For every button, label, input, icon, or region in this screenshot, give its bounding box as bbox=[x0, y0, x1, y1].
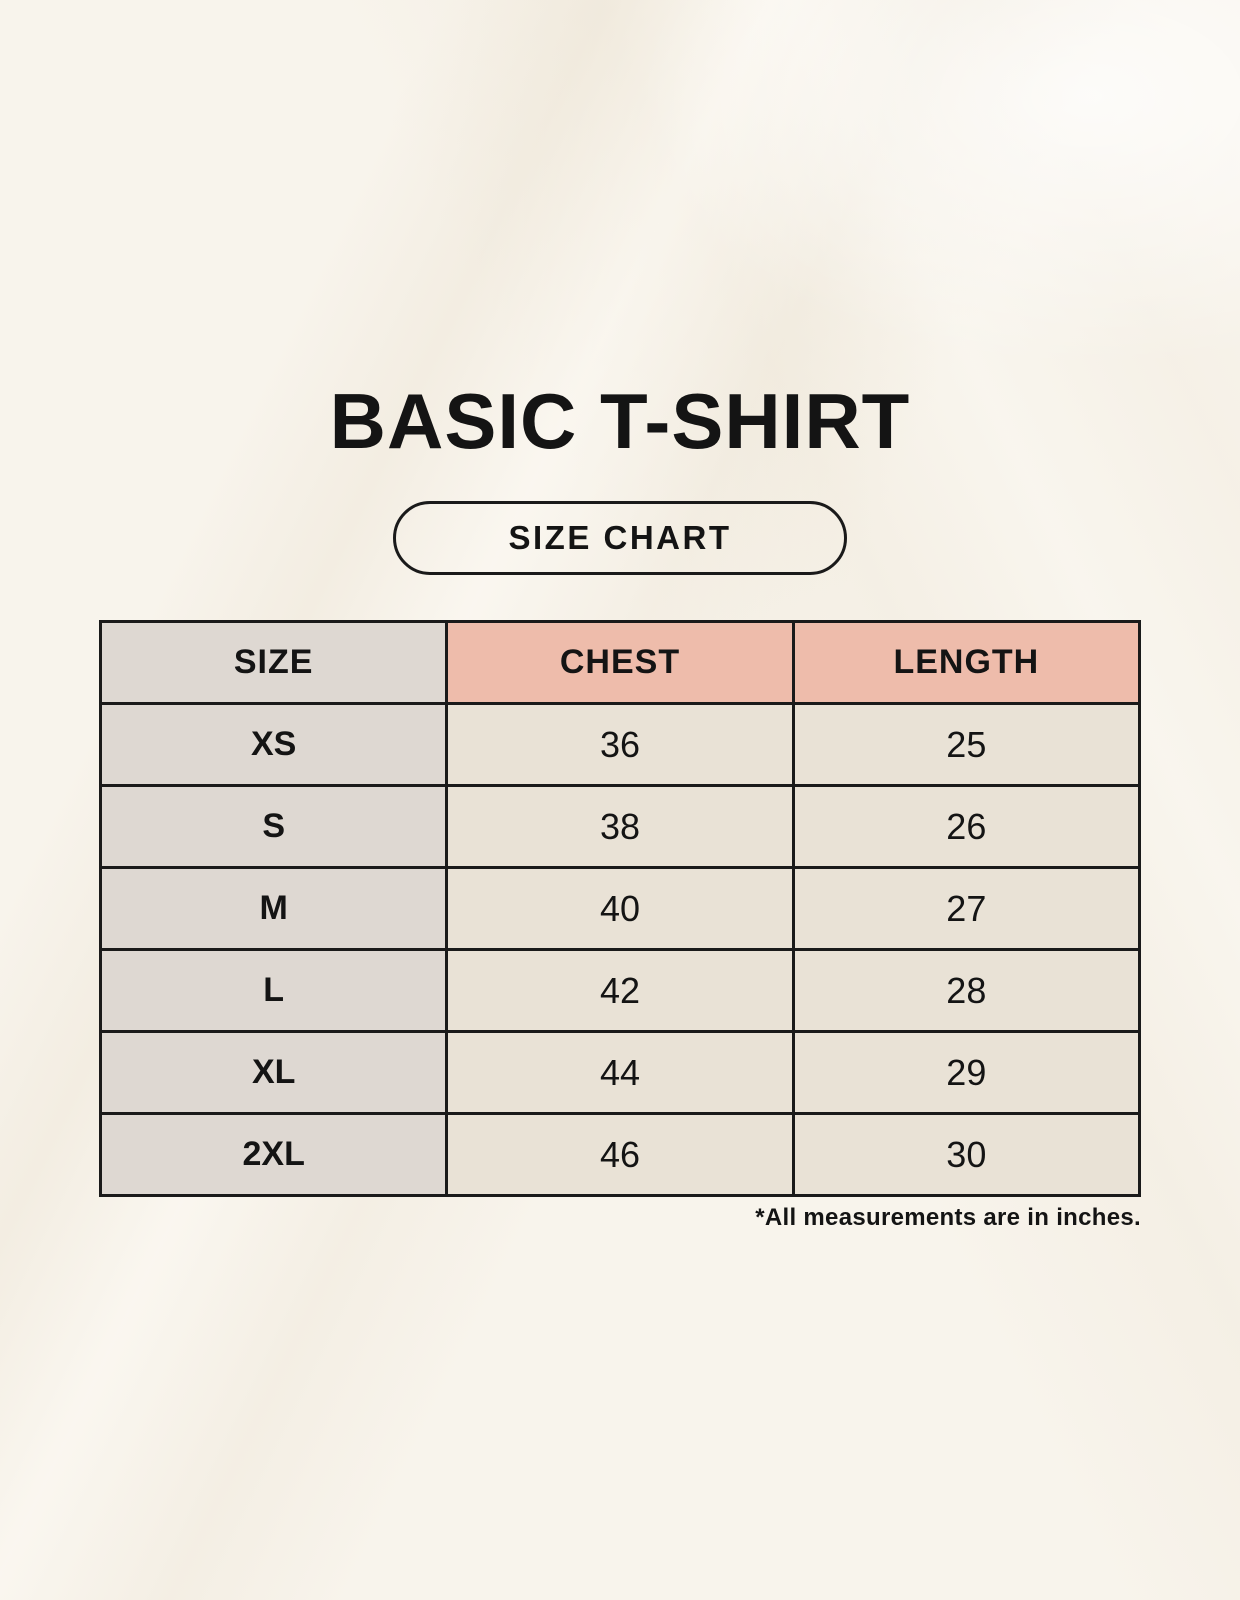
column-header-length: LENGTH bbox=[793, 622, 1139, 704]
chest-value: 42 bbox=[447, 950, 793, 1032]
size-label: L bbox=[101, 950, 447, 1032]
table-row bbox=[101, 950, 1140, 1032]
length-value: 29 bbox=[793, 1032, 1139, 1114]
length-value: 28 bbox=[793, 950, 1139, 1032]
chest-value: 38 bbox=[447, 786, 793, 868]
size-label: XS bbox=[101, 704, 447, 786]
table-row bbox=[101, 786, 1140, 868]
size-label: XL bbox=[101, 1032, 447, 1114]
size-label: 2XL bbox=[101, 1114, 447, 1196]
size-label: S bbox=[101, 786, 447, 868]
table-row bbox=[101, 1032, 1140, 1114]
size-table bbox=[99, 620, 1141, 1197]
column-header-chest: CHEST bbox=[447, 622, 793, 704]
size-chart-badge-label: SIZE CHART bbox=[508, 519, 732, 556]
chest-value: 36 bbox=[447, 704, 793, 786]
column-header-size: SIZE bbox=[101, 622, 447, 704]
table-header-row bbox=[101, 622, 1140, 704]
length-value: 26 bbox=[793, 786, 1139, 868]
footnote: *All measurements are in inches. bbox=[755, 1204, 1141, 1231]
chest-value: 40 bbox=[447, 868, 793, 950]
size-chart-badge bbox=[393, 501, 847, 575]
chest-value: 46 bbox=[447, 1114, 793, 1196]
length-value: 27 bbox=[793, 868, 1139, 950]
table-row bbox=[101, 704, 1140, 786]
page-title: BASIC T-SHIRT bbox=[329, 377, 911, 465]
length-value: 25 bbox=[793, 704, 1139, 786]
table-row bbox=[101, 868, 1140, 950]
length-value: 30 bbox=[793, 1114, 1139, 1196]
table-row bbox=[101, 1114, 1140, 1196]
chest-value: 44 bbox=[447, 1032, 793, 1114]
size-label: M bbox=[101, 868, 447, 950]
